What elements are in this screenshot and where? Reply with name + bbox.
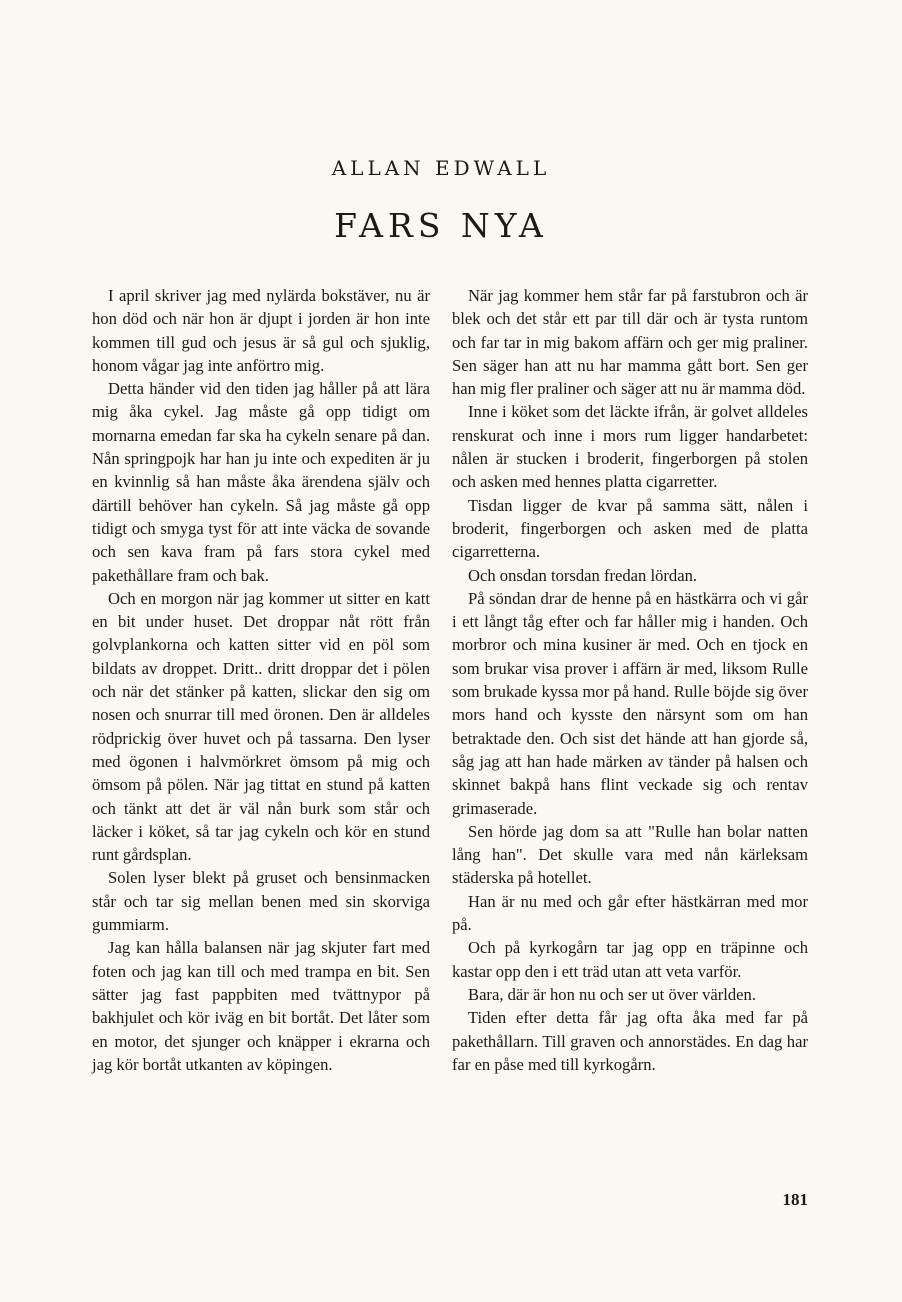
story-title: FARS NYA — [334, 206, 548, 245]
paragraph: På söndan drar de henne på en hästkärra och vi går i ett långt tåg efter och far håller mig i handen. Och morbror och mina kusiner är med. Och en tjock en som brukar visa prover i affärn är med, liksom Rulle som brukade kyssa mor på hand. Rulle böjde sig över mors hand och kysste den närsynt som om han betraktade den. Och sist det hände att han gjorde så, såg jag att han hade märken av tänder på halsen och skinnet bakpå hans flint veckade sig och rentav grimaserade. — [452, 588, 808, 818]
right-column — [452, 284, 808, 1076]
paragraph: Tisdan ligger de kvar på samma sätt, nålen i broderit, fingerborgen och asken med de platta cigarretterna. — [452, 495, 808, 562]
paragraph: När jag kommer hem står far på farstubron och är blek och det står ett par till där och är tysta runtom och far tar in mig bakom affärn och ger mig praliner. Sen säger han att nu har mamma gått bort. Sen ger han mig fler praliner och säger att nu är mamma död. — [452, 286, 808, 399]
left-column — [92, 284, 430, 1076]
paragraph: I april skriver jag med nylärda bokstäver, nu är hon död och när hon är djupt i jorden är hon inte kommen till gud och jesus är så gul och sjuklig, honom vågar jag inte anförtro mig. — [92, 286, 430, 375]
paragraph: Han är nu med och går efter hästkärran med mor på. — [452, 891, 808, 935]
paragraph: Sen hörde jag dom sa att "Rulle han bolar natten lång han". Det skulle vara med nån kärleksam städerska på hotellet. — [452, 821, 808, 888]
paragraph: Och på kyrkogårn tar jag opp en träpinne och kastar opp den i ett träd utan att veta varför. — [452, 938, 808, 981]
author-name: ALLAN EDWALL — [331, 156, 551, 180]
paragraph: Solen lyser blekt på gruset och bensinmacken står och tar sig mellan benen med sin skorviga gummiarm. — [92, 868, 430, 935]
paragraph: Tiden efter detta får jag ofta åka med far på pakethållarn. Till graven och annorstädes. En dag har far en påse med till kyrkogårn. — [452, 1008, 808, 1074]
page-number: 181 — [782, 1190, 808, 1209]
paragraph: Detta händer vid den tiden jag håller på att lära mig åka cykel. Jag måste gå opp tidigt om mornarna emedan far ska ha cykeln senare på dan. Nån springpojk har han ju inte och expediten är ju en kvinnlig så han måste åka ärendena själv och därtill behöver han cykeln. Så jag måste gå opp tidigt och smyga tyst för att inte väcka de sovande och sen kava fram på fars stora cykel med pakethållare fram och bak. — [92, 379, 430, 585]
paragraph: Bara, där är hon nu och ser ut över världen. — [468, 984, 756, 1004]
paragraph: Och onsdan torsdan fredan lördan. — [468, 565, 698, 585]
paragraph: Och en morgon när jag kommer ut sitter en katt en bit under huset. Det droppar nåt rött från golvplankorna och katten sitter vid en pöl som bildats av droppet. Dritt.. dritt droppar det i pölen och när det stänker på katten, slickar den sig om nosen och snurrar till med öronen. Den är alldeles rödprickig över huvet och på tassarna. Den lyser med ögonen i halvmörkret ömsom på mig och ömsom på pölen. När jag tittat en stund på katten och tänkt att det är väl nån burk som står och läcker i köket, så tar jag cykeln och kör en stund runt gårdsplan. — [92, 588, 430, 865]
paragraph: Jag kan hålla balansen när jag skjuter fart med foten och jag kan till och med trampa en bit. Sen sätter jag fast pappbiten med tvättnypor på bakhjulet och kör iväg en bit bortåt. Det låter som en motor, det sjunger och knäpper i ekrarna och jag kör bortåt utkanten av köpingen. — [92, 938, 430, 1074]
paragraph: Inne i köket som det läckte ifrån, är golvet alldeles renskurat och inne i mors rum ligger handarbetet: nålen är stucken i broderit, fingerborgen på stolen och asken med hennes platta cigarretter. — [452, 402, 808, 492]
